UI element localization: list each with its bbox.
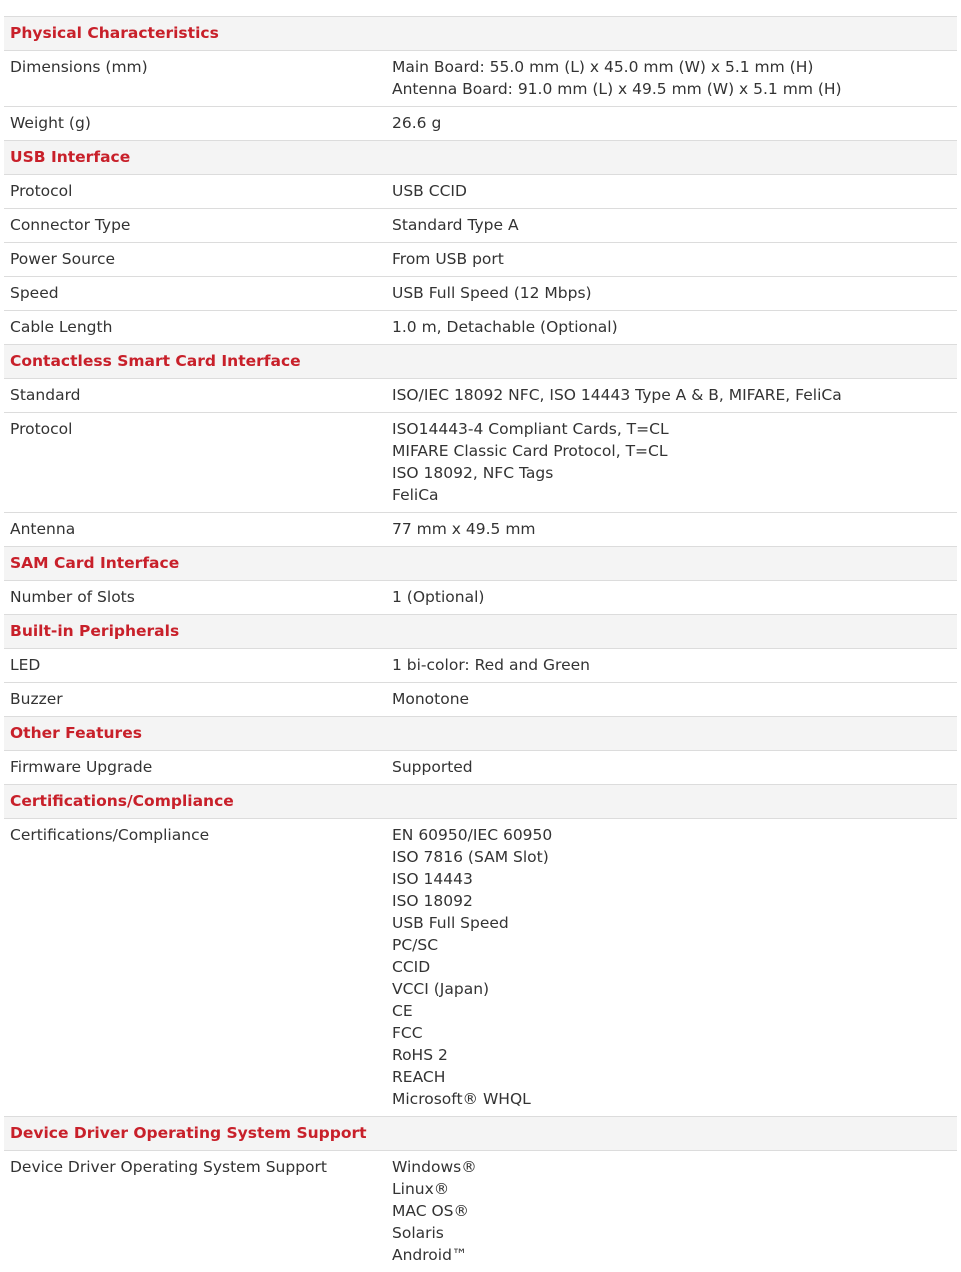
spec-value-line: Solaris	[392, 1222, 951, 1244]
section-title: Device Driver Operating System Support	[4, 1117, 386, 1151]
section-header-row	[4, 345, 957, 379]
spec-value-line: Antenna Board: 91.0 mm (L) x 49.5 mm (W) x 5.1 mm (H)	[392, 78, 951, 100]
spec-value	[386, 51, 957, 107]
spec-value-line: CCID	[392, 956, 951, 978]
spec-value-line: ISO 18092, NFC Tags	[392, 462, 951, 484]
spec-label: Device Driver Operating System Support	[4, 1151, 386, 1272]
spec-label: Speed	[4, 277, 386, 311]
section-title: Other Features	[4, 717, 386, 751]
section-header-empty-cell	[386, 17, 957, 51]
spec-value	[386, 513, 957, 547]
spec-value	[386, 107, 957, 141]
spec-value	[386, 683, 957, 717]
section-title: USB Interface	[4, 141, 386, 175]
spec-row	[4, 1151, 957, 1272]
spec-value-line: ISO 7816 (SAM Slot)	[392, 846, 951, 868]
spec-value	[386, 209, 957, 243]
spec-label: Certifications/Compliance	[4, 819, 386, 1117]
section-header-row	[4, 17, 957, 51]
spec-label: Antenna	[4, 513, 386, 547]
section-title: Physical Characteristics	[4, 17, 386, 51]
spec-label: Buzzer	[4, 683, 386, 717]
spec-row	[4, 175, 957, 209]
spec-value	[386, 819, 957, 1117]
spec-row	[4, 107, 957, 141]
spec-value-line: USB Full Speed	[392, 912, 951, 934]
spec-value	[386, 243, 957, 277]
spec-value-line: 1 (Optional)	[392, 586, 951, 608]
spec-value-line: Monotone	[392, 688, 951, 710]
spec-value-line: FeliCa	[392, 484, 951, 506]
section-header-row	[4, 717, 957, 751]
spec-label: Dimensions (mm)	[4, 51, 386, 107]
spec-label: Number of Slots	[4, 581, 386, 615]
spec-value	[386, 413, 957, 513]
spec-value	[386, 277, 957, 311]
spec-value-line: ISO14443-4 Compliant Cards, T=CL	[392, 418, 951, 440]
spec-value-line: Android™	[392, 1244, 951, 1266]
spec-value-line: MIFARE Classic Card Protocol, T=CL	[392, 440, 951, 462]
spec-label: Protocol	[4, 175, 386, 209]
section-header-empty-cell	[386, 785, 957, 819]
spec-row	[4, 649, 957, 683]
spec-value-line: Supported	[392, 756, 951, 778]
section-header-empty-cell	[386, 717, 957, 751]
spec-label: Firmware Upgrade	[4, 751, 386, 785]
section-title: Built-in Peripherals	[4, 615, 386, 649]
section-title: Contactless Smart Card Interface	[4, 345, 386, 379]
spec-table	[4, 16, 957, 1272]
section-header-empty-cell	[386, 345, 957, 379]
spec-row	[4, 513, 957, 547]
spec-value-line: EN 60950/IEC 60950	[392, 824, 951, 846]
spec-value	[386, 751, 957, 785]
spec-label: Protocol	[4, 413, 386, 513]
spec-row	[4, 277, 957, 311]
spec-value-line: ISO 18092	[392, 890, 951, 912]
section-header-row	[4, 547, 957, 581]
spec-value-line: Linux®	[392, 1178, 951, 1200]
spec-value-line: Windows®	[392, 1156, 951, 1178]
section-title: Certifications/Compliance	[4, 785, 386, 819]
spec-label: Weight (g)	[4, 107, 386, 141]
spec-value-line: 1 bi-color: Red and Green	[392, 654, 951, 676]
spec-value-line: USB CCID	[392, 180, 951, 202]
spec-row	[4, 751, 957, 785]
spec-label: LED	[4, 649, 386, 683]
section-header-empty-cell	[386, 1117, 957, 1151]
spec-row	[4, 683, 957, 717]
spec-value	[386, 581, 957, 615]
spec-label: Cable Length	[4, 311, 386, 345]
spec-value	[386, 649, 957, 683]
spec-value	[386, 1151, 957, 1272]
spec-value-line: 1.0 m, Detachable (Optional)	[392, 316, 951, 338]
spec-value-line: 77 mm x 49.5 mm	[392, 518, 951, 540]
spec-value	[386, 311, 957, 345]
spec-value-line: Main Board: 55.0 mm (L) x 45.0 mm (W) x 5.1 mm (H)	[392, 56, 951, 78]
spec-value-line: REACH	[392, 1066, 951, 1088]
spec-value-line: USB Full Speed (12 Mbps)	[392, 282, 951, 304]
section-title: SAM Card Interface	[4, 547, 386, 581]
spec-value-line: CE	[392, 1000, 951, 1022]
spec-value-line: Microsoft® WHQL	[392, 1088, 951, 1110]
section-header-empty-cell	[386, 141, 957, 175]
spec-row	[4, 379, 957, 413]
spec-value-line: Standard Type A	[392, 214, 951, 236]
spec-value-line: VCCI (Japan)	[392, 978, 951, 1000]
section-header-empty-cell	[386, 615, 957, 649]
section-header-row	[4, 1117, 957, 1151]
spec-row	[4, 311, 957, 345]
spec-value-line: ISO/IEC 18092 NFC, ISO 14443 Type A & B, MIFARE, FeliCa	[392, 384, 951, 406]
spec-row	[4, 413, 957, 513]
spec-label: Standard	[4, 379, 386, 413]
spec-label: Connector Type	[4, 209, 386, 243]
spec-value-line: From USB port	[392, 248, 951, 270]
section-header-row	[4, 141, 957, 175]
spec-row	[4, 819, 957, 1117]
spec-value-line: PC/SC	[392, 934, 951, 956]
spec-value	[386, 379, 957, 413]
spec-value-line: FCC	[392, 1022, 951, 1044]
spec-value	[386, 175, 957, 209]
spec-row	[4, 243, 957, 277]
section-header-row	[4, 785, 957, 819]
spec-value-line: 26.6 g	[392, 112, 951, 134]
spec-table-body	[4, 17, 957, 1272]
section-header-empty-cell	[386, 547, 957, 581]
spec-row	[4, 581, 957, 615]
spec-row	[4, 51, 957, 107]
spec-row	[4, 209, 957, 243]
spec-value-line: ISO 14443	[392, 868, 951, 890]
spec-label: Power Source	[4, 243, 386, 277]
spec-value-line: MAC OS®	[392, 1200, 951, 1222]
spec-value-line: RoHS 2	[392, 1044, 951, 1066]
section-header-row	[4, 615, 957, 649]
